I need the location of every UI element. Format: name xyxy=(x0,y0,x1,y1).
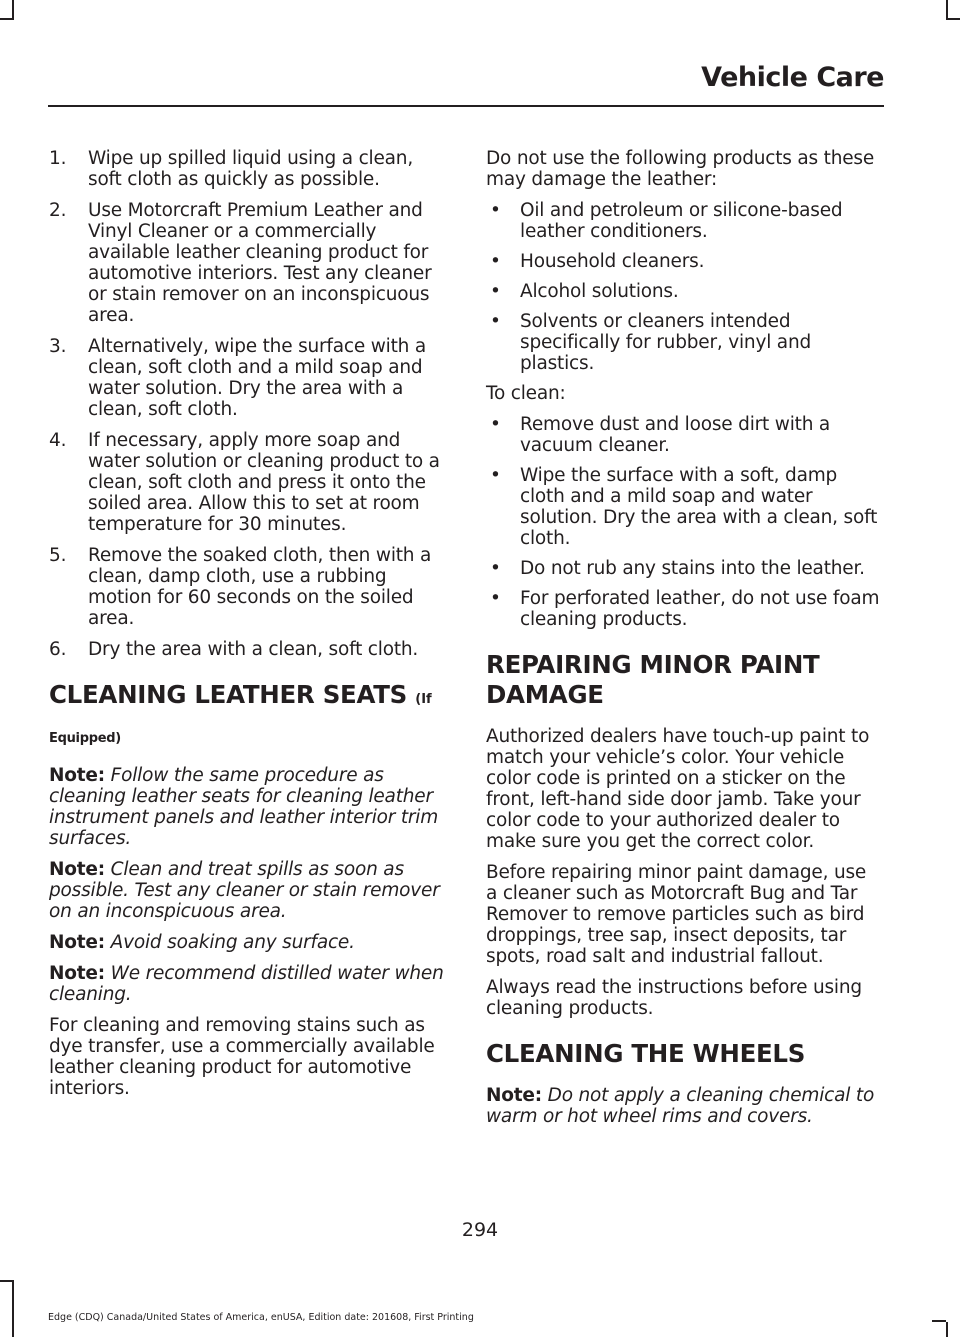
step-number: 5. xyxy=(49,545,67,566)
crop-mark-top-left xyxy=(12,0,14,20)
crop-mark-top-left-h xyxy=(0,18,14,20)
page-number: 294 xyxy=(461,1219,499,1241)
heading-equipped: Equipped) xyxy=(49,731,121,746)
note xyxy=(49,932,448,953)
note-label: Note: xyxy=(49,932,105,953)
step-number: 3. xyxy=(49,336,67,357)
step-number: 1. xyxy=(49,148,67,169)
note xyxy=(49,963,448,1005)
footer-edition: Edge (CDQ) Canada/United States of America, enUSA, Edition date: 201608, First Printing xyxy=(48,1312,474,1323)
paint-paragraph: Before repairing minor paint damage, use a cleaner such as Motorcraft Bug and Tar Remover to remove particles such as bird droppings, tree sap, insect deposits, tar spots, road salt and industrial fallout. xyxy=(486,862,867,967)
bullet: • xyxy=(490,251,501,272)
list-item-text: Household cleaners. xyxy=(520,251,705,272)
step-number: 2. xyxy=(49,200,67,221)
bullet: • xyxy=(490,558,501,579)
section-title: Vehicle Care xyxy=(701,62,884,93)
list-item xyxy=(486,465,880,549)
paint-paragraph: Authorized dealers have touch-up paint to match your vehicle’s color. Your vehicle color code is printed on a sticker on the front, left-hand side door jamb. Take your color code to your authorized dealer to make sure you get the correct color. xyxy=(486,726,870,852)
left-column xyxy=(49,148,448,1109)
note-label: Note: xyxy=(486,1085,542,1106)
to-clean-label: To clean: xyxy=(486,383,566,404)
step-item xyxy=(49,148,448,190)
step-number: 4. xyxy=(49,430,67,451)
bullet: • xyxy=(490,588,501,609)
heading-line: REPAIRING MINOR PAINT xyxy=(486,650,820,679)
crop-mark-bottom-right xyxy=(946,1322,948,1337)
heading-line: DAMAGE xyxy=(486,680,604,709)
list-item-text: Remove dust and loose dirt with a vacuum cleaner. xyxy=(520,414,831,456)
bullet: • xyxy=(490,200,501,221)
crop-mark-top-right-h xyxy=(946,18,960,20)
step-item xyxy=(49,545,448,629)
step-text: Remove the soaked cloth, then with a clean, damp cloth, use a rubbing motion for 60 seconds on the soiled area. xyxy=(88,545,432,629)
heading-repairing-minor-paint-damage xyxy=(486,650,880,710)
right-column xyxy=(486,148,880,1137)
note-label: Note: xyxy=(49,765,105,786)
step-item xyxy=(49,336,448,420)
step-item xyxy=(49,430,448,535)
list-item xyxy=(486,281,880,302)
heading-text: CLEANING LEATHER SEATS xyxy=(49,680,408,709)
list-item xyxy=(486,200,880,242)
list-item-text: Wipe the surface with a soft, damp cloth and a mild soap and water solution. Dry the area with a clean, soft cloth. xyxy=(520,465,878,549)
intro-paragraph: Do not use the following products as these may damage the leather: xyxy=(486,148,875,190)
list-item xyxy=(486,311,880,374)
crop-mark-bottom-left-h xyxy=(0,1280,14,1282)
crop-mark-bottom-left xyxy=(12,1280,14,1337)
note xyxy=(49,859,448,922)
note-label: Note: xyxy=(49,859,105,880)
bullet: • xyxy=(490,414,501,435)
step-item xyxy=(49,639,448,660)
step-number: 6. xyxy=(49,639,67,660)
list-item-text: Do not rub any stains into the leather. xyxy=(520,558,865,579)
step-text: Wipe up spilled liquid using a clean, soft cloth as quickly as possible. xyxy=(88,148,414,190)
step-item xyxy=(49,200,448,326)
bullet: • xyxy=(490,311,501,332)
step-text: If necessary, apply more soap and water solution or cleaning product to a clean, soft cloth and press it onto the soiled area. Allow this to set at room temperature for 30 minutes. xyxy=(88,430,440,535)
note-text: Clean and treat spills as soon as possible. Test any cleaner or stain remover on an inconspicuous area. xyxy=(49,859,440,922)
step-text: Dry the area with a clean, soft cloth. xyxy=(88,639,419,660)
list-item-text: Solvents or cleaners intended specifically for rubber, vinyl and plastics. xyxy=(520,311,812,374)
note xyxy=(486,1085,880,1127)
heading-cleaning-leather-seats xyxy=(49,680,448,749)
step-text: Use Motorcraft Premium Leather and Vinyl Cleaner or a commercially available leather cleaning product for automotive interiors. Test any cleaner or stain remover on an inconspicuous area. xyxy=(88,200,432,326)
list-item-text: Alcohol solutions. xyxy=(520,281,679,302)
list-item-text: For perforated leather, do not use foam cleaning products. xyxy=(520,588,880,630)
heading-suffix: (If xyxy=(415,692,432,707)
note-text: Do not apply a cleaning chemical to warm or hot wheel rims and covers. xyxy=(486,1085,875,1127)
closing-paragraph: For cleaning and removing stains such as dye transfer, use a commercially available leather cleaning product for automotive interiors. xyxy=(49,1015,435,1099)
step-text: Alternatively, wipe the surface with a clean, soft cloth and a mild soap and water solution. Dry the area with a clean, soft cloth. xyxy=(88,336,426,420)
bullet: • xyxy=(490,465,501,486)
list-item xyxy=(486,414,880,456)
note-text: Follow the same procedure as cleaning leather seats for cleaning leather instrument panels and leather interior trim surfaces. xyxy=(49,765,439,849)
list-item xyxy=(486,588,880,630)
list-item xyxy=(486,251,880,272)
crop-mark-top-right xyxy=(946,0,948,20)
list-item-text: Oil and petroleum or silicone-based leather conditioners. xyxy=(520,200,843,242)
note xyxy=(49,765,448,849)
note-text: We recommend distilled water when cleaning. xyxy=(49,963,444,1005)
list-item xyxy=(486,558,880,579)
heading-cleaning-the-wheels: CLEANING THE WHEELS xyxy=(486,1039,806,1068)
note-label: Note: xyxy=(49,963,105,984)
header-rule xyxy=(48,105,884,107)
paint-paragraph: Always read the instructions before using cleaning products. xyxy=(486,977,862,1019)
note-text: Avoid soaking any surface. xyxy=(110,932,355,953)
crop-mark-bottom-right-h xyxy=(932,1320,946,1322)
bullet: • xyxy=(490,281,501,302)
